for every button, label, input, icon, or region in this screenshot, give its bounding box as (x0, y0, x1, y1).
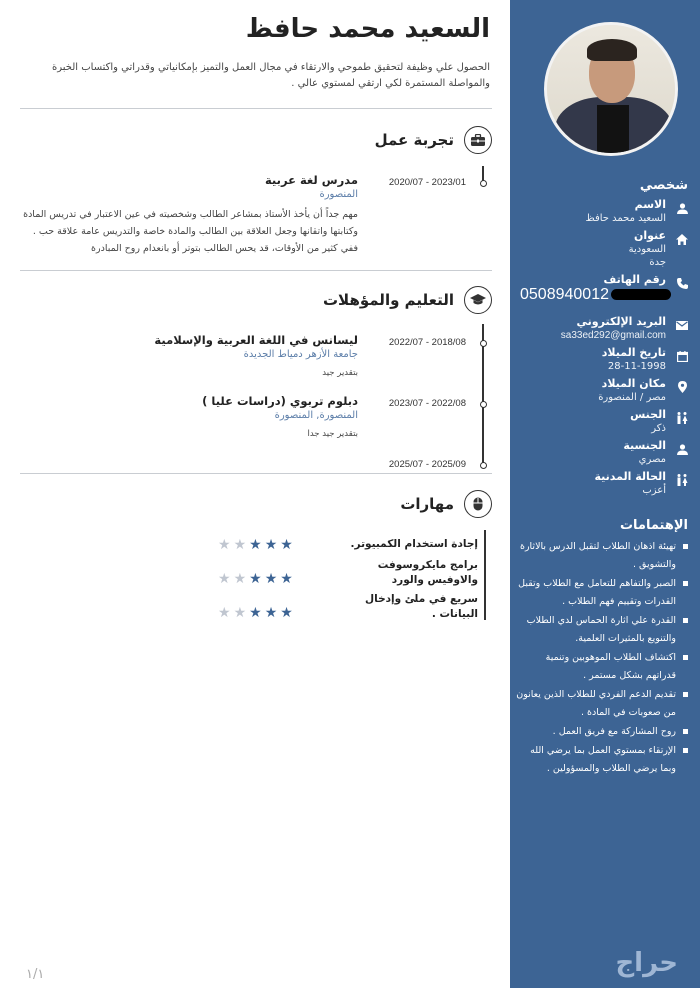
job-title: مدرس لغة عربية (264, 173, 358, 187)
star-empty-icon: ★ (218, 536, 231, 553)
star-filled-icon: ★ (280, 536, 293, 553)
location-pin-icon (674, 379, 690, 395)
edu-grade: بتقدير جيد جدا (307, 429, 358, 439)
star-filled-icon: ★ (249, 605, 262, 621)
personal-item-name: الاسم السعيد محمد حافظ (518, 198, 690, 225)
star-filled-icon: ★ (280, 605, 293, 621)
experience-section-header (375, 126, 492, 154)
star-empty-icon: ★ (233, 605, 247, 621)
timeline-dot (480, 180, 487, 187)
career-objective: الحصول علي وظيفة لتحقيق طموحي والارتقاء في مجال العمل والتميز بإمكانياتي وقدراتي واكتساب الخبرة والمواصلة المستمرة لكي ارتقي لمستوي عالي . (52, 62, 490, 89)
star-filled-icon: ★ (264, 536, 278, 553)
interest-item: اكتشاف الطلاب الموهوبين وتنمية قدراتهم بشكل مستمر . (516, 649, 690, 685)
skill-label: سريع في ملئ وإدخال البيانات . (365, 593, 478, 620)
edu-title: دبلوم تربوي (دراسات عليا ) (202, 394, 358, 408)
edu-date: 2023/07 - 2022/08 (388, 398, 466, 409)
skills-title: مهارات (400, 495, 454, 513)
profile-photo (544, 22, 678, 156)
star-filled-icon: ★ (249, 571, 262, 587)
edu-entry (38, 393, 358, 439)
education-title: التعليم والمؤهلات (322, 291, 454, 309)
skill-row (218, 558, 478, 588)
star-empty-icon: ★ (233, 571, 247, 587)
timeline-dot (480, 401, 487, 408)
interest-item: تهيئة اذهان الطلاب لتقبل الدرس بالاثارة والتشويق . (516, 538, 690, 574)
edu-entry (38, 332, 358, 378)
phone-icon (674, 275, 690, 291)
star-filled-icon: ★ (249, 536, 262, 553)
edu-title: ليسانس في اللغة العربية والإسلامية (154, 333, 358, 347)
divider (20, 473, 492, 474)
home-icon (674, 231, 690, 247)
personal-item-birthdate: تاريخ الميلاد 28-11-1998 (518, 346, 690, 373)
timeline-dot (480, 462, 487, 469)
job-description: مهم جداً أن يأخذ الأستاذ بمشاعر الطالب وشخصيته في عين الاعتبار في تدريس المادة وكتابتها واتقانها وجعل العلاقة بين الطالب والمادة خاصة والتدريس عامة علاقة حب . ففي كثير من الأوقات، قد يحس الطالب بتوتر أو بانعدام روح المبادرة (23, 209, 358, 254)
education-section-header (323, 286, 492, 314)
skills-section-header (400, 490, 492, 518)
calendar-icon (674, 348, 690, 364)
user-icon (674, 441, 690, 457)
edu-grade: بتقدير جيد (322, 368, 358, 378)
edu-place: جامعة الأزهر دمياط الجديدة (243, 349, 358, 360)
edu-place: المنصورة, المنصورة (274, 410, 358, 421)
skill-row (218, 592, 478, 622)
star-empty-icon: ★ (218, 605, 231, 621)
star-filled-icon: ★ (280, 571, 293, 587)
star-filled-icon: ★ (264, 571, 278, 587)
personal-title: شخصي (639, 178, 688, 193)
timeline-dot (480, 340, 487, 347)
experience-title: تجربة عمل (374, 131, 454, 149)
personal-info-list (518, 198, 690, 501)
skill-rating (218, 606, 293, 620)
user-icon (674, 200, 690, 216)
interests-list (516, 538, 690, 779)
interest-item: تقديم الدعم الفردي للطلاب الذين يعانون من صعوبات في المادة . (516, 686, 690, 722)
redaction-mark (611, 289, 671, 300)
star-empty-icon: ★ (218, 571, 231, 587)
briefcase-icon (464, 126, 492, 154)
skill-row (218, 537, 478, 552)
personal-item-nationality: الجنسية مصري (518, 439, 690, 466)
job-place: المنصورة (319, 189, 358, 200)
skills-line (484, 530, 486, 620)
personal-item-address: عنوان السعودية جدة (518, 229, 690, 269)
gender-icon (674, 410, 690, 426)
couple-icon (674, 472, 690, 488)
divider (20, 108, 492, 109)
sidebar (510, 0, 700, 988)
job-entry (18, 172, 358, 257)
envelope-icon (674, 317, 690, 333)
star-filled-icon: ★ (264, 605, 278, 621)
edu-date: 2025/07 - 2025/09 (388, 459, 466, 470)
skill-rating (218, 572, 293, 586)
page-number: ١/١ (26, 967, 45, 982)
personal-item-gender: الجنس ذكر (518, 408, 690, 435)
graduation-cap-icon (464, 286, 492, 314)
mouse-icon (464, 490, 492, 518)
job-date: 2020/07 - 2023/01 (388, 177, 466, 188)
personal-item-birthplace: مكان الميلاد مصر / المنصورة (518, 377, 690, 404)
interest-item: روح المشاركة مع فريق العمل . (516, 723, 690, 741)
haraj-watermark: حراج (615, 948, 678, 978)
interest-item: الإرتقاء بمستوي العمل بما يرضي الله وبما يرضي الطلاب والمسؤولين . (516, 742, 690, 778)
personal-item-email: البريد الإلكتروني sa33ed292@gmail.com (518, 315, 690, 342)
interest-item: الصبر والتفاهم للتعامل مع الطلاب وتقبل القدرات وتقييم فهم الطلاب . (516, 575, 690, 611)
phone-number[interactable]: 0508940012 (520, 286, 609, 303)
phone-number-row (520, 284, 671, 304)
skill-label: إجادة استخدام الكمبيوتر. (350, 538, 478, 550)
interests-title: الإهتمامات (619, 518, 688, 533)
skill-label: برامج مايكروسوفت والاوفيس والورد (377, 559, 478, 586)
interest-item: القدرة علي اثارة الحماس لدي الطلاب والتنويع بالمثيرات العلمية. (516, 612, 690, 648)
edu-date: 2022/07 - 2018/08 (388, 337, 466, 348)
personal-item-phone: رقم الهاتف (518, 273, 690, 311)
divider (20, 270, 492, 271)
skill-rating (218, 538, 293, 552)
candidate-name: السعيد محمد حافظ (245, 14, 490, 44)
personal-item-marital-status: الحالة المدنية أعزب (518, 470, 690, 497)
star-empty-icon: ★ (233, 536, 247, 553)
